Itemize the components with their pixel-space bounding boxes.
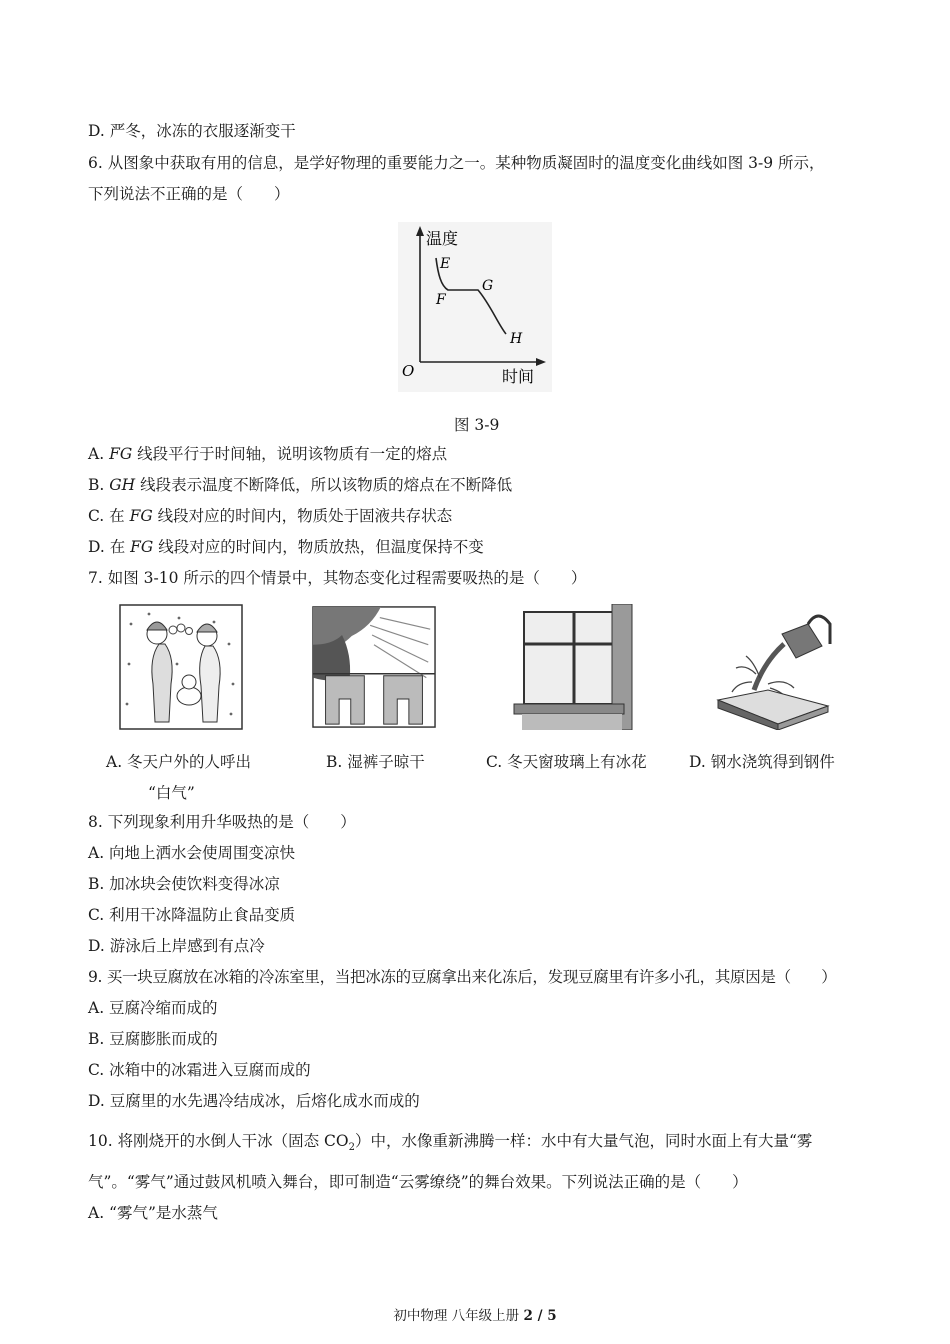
q8-option-c: C. 利用干冰降温防止食品变质: [88, 906, 296, 924]
y-axis-label: 温度: [426, 231, 459, 248]
q7-option-a-line1: A. 冬天户外的人呼出: [106, 753, 252, 771]
q10-stem-line1: [88, 1131, 812, 1158]
segment-label: FG: [130, 538, 154, 556]
q7-stem: 7. 如图 3-10 所示的四个情景中，其物态变化过程需要吸热的是（ ）: [88, 569, 587, 587]
point-h-label: H: [510, 331, 523, 347]
q9-stem: 9. 买一块豆腐放在冰箱的冷冻室里，当把冰冻的豆腐拿出来化冻后，发现豆腐里有许多小孔，其原因是（ ）: [88, 968, 837, 986]
footer-text: 初中物理 八年级上册: [393, 1308, 524, 1324]
page-footer: [0, 1304, 950, 1324]
q7-option-b: B. 湿裤子晾干: [326, 753, 425, 771]
q6-option-a: [88, 444, 447, 464]
q9-option-c: C. 冰箱中的冰霜进入豆腐而成的: [88, 1061, 311, 1079]
q7-option-c: C. 冬天窗玻璃上有冰花: [486, 753, 647, 771]
q6-option-c: [88, 506, 452, 526]
q6-option-b-prefix: B.: [88, 476, 110, 494]
q8-option-d: D. 游泳后上岸感到有点冷: [88, 937, 265, 955]
scene-pants-drying-image: [312, 604, 436, 730]
q6-option-d-text: 线段对应的时间内，物质放热，但温度保持不变: [153, 538, 484, 556]
segment-label: FG: [109, 445, 133, 463]
origin-label: O: [402, 362, 415, 380]
segment-label: GH: [109, 476, 136, 494]
q10-option-a: A. “雾气”是水蒸气: [88, 1204, 218, 1222]
q9-option-b: B. 豆腐膨胀而成的: [88, 1030, 218, 1048]
q9-option-d: D. 豆腐里的水先遇冷结成冰，后熔化成水而成的: [88, 1092, 420, 1110]
q9-option-a: A. 豆腐冷缩而成的: [88, 999, 218, 1017]
segment-label: FG: [129, 507, 153, 525]
point-g-label: G: [482, 278, 494, 294]
q8-option-b: B. 加冰块会使饮料变得冰凉: [88, 875, 280, 893]
q6-option-b: [88, 475, 512, 495]
q6-option-b-text: 线段表示温度不断降低，所以该物质的熔点在不断降低: [135, 476, 513, 494]
q6-stem-line2: 下列说法不正确的是（ ）: [88, 185, 290, 203]
q6-option-c-text: 线段对应的时间内，物质处于固液共存状态: [152, 507, 453, 525]
scene-window-frost-image: [510, 604, 634, 730]
q6-option-a-text: 线段平行于时间轴，说明该物质有一定的熔点: [132, 445, 448, 463]
q7-option-d: D. 钢水浇筑得到钢件: [689, 753, 835, 771]
q6-option-d-prefix: D. 在: [88, 538, 131, 556]
q8-stem: 8. 下列现象利用升华吸热的是（ ）: [88, 813, 356, 831]
q7-option-a-line2: “白气”: [148, 784, 195, 802]
point-e-label: E: [440, 256, 451, 272]
scene-winter-breath-image: [119, 604, 243, 730]
point-f-label: F: [436, 292, 446, 308]
q8-option-a: A. 向地上洒水会使周围变凉快: [88, 844, 296, 862]
x-axis-label: 时间: [502, 369, 535, 386]
q6-stem-line1: 6. 从图象中获取有用的信息，是学好物理的重要能力之一。某种物质凝固时的温度变化曲线如图 3-9 所示，: [88, 154, 825, 172]
q6-option-c-prefix: C. 在: [88, 507, 130, 525]
q5-option-d: D. 严冬，冰冻的衣服逐渐变干: [88, 122, 296, 140]
q6-option-d: [88, 537, 484, 557]
q10-stem-text: 10. 将刚烧开的水倒人干冰（固态 CO: [88, 1132, 349, 1150]
figure-3-9-caption: 图 3-9: [454, 416, 500, 434]
q10-stem-text-cont: ）中，水像重新沸腾一样：水中有大量气泡，同时水面上有大量“雾: [354, 1132, 813, 1150]
temperature-time-graph: [398, 222, 552, 392]
q10-stem-line2: 气”。“雾气”通过鼓风机喷入舞台，即可制造“云雾缭绕”的舞台效果。下列说法正确的是（ ）: [88, 1173, 748, 1191]
scene-molten-steel-casting-image: [712, 604, 836, 730]
page-number: 2 / 5: [523, 1308, 557, 1324]
co2-subscript: 2: [348, 1142, 355, 1154]
q6-option-a-prefix: A.: [88, 445, 110, 463]
